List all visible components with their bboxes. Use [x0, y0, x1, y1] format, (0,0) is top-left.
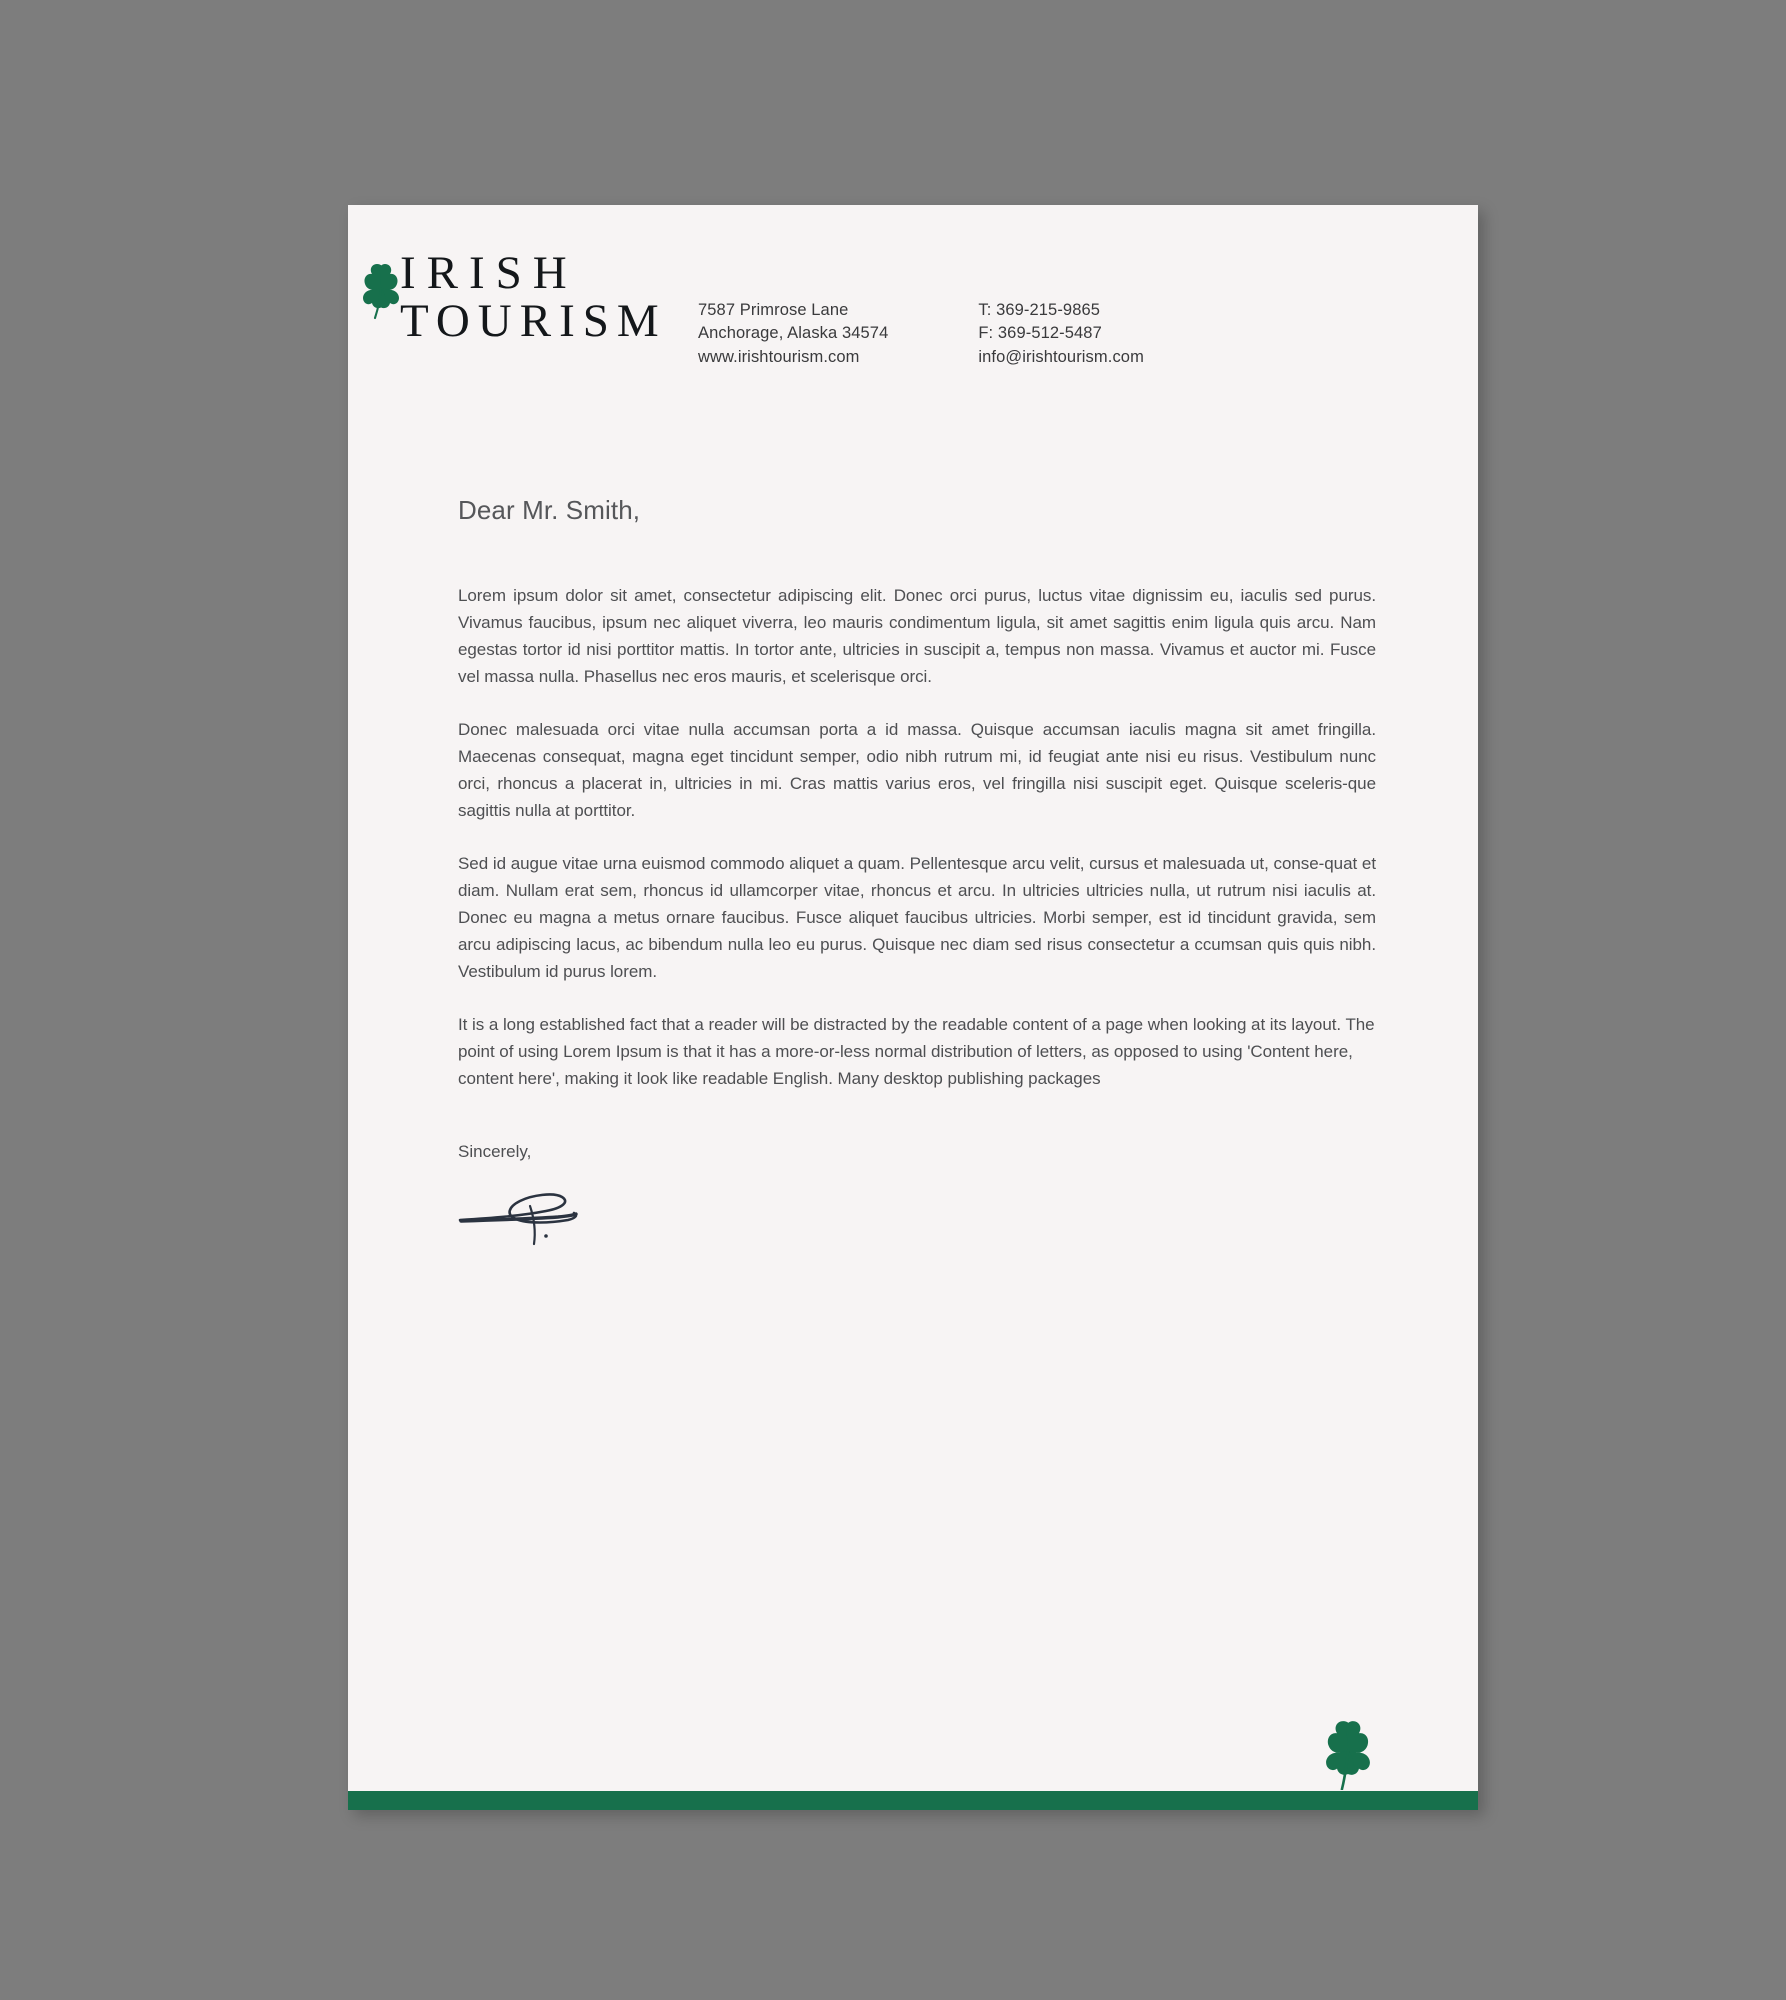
body-paragraph: Sed id augue vitae urna euismod commodo aliquet a quam. Pellentesque arcu velit, cursus et malesuada ut, conse-quat et diam. Nullam erat sem, rhoncus id ullamcorper vitae, rhoncus et arcu. In ultricies ultricies nulla, ut rutrum nisi iaculis at. Donec eu magna a metus ornare faucibus. Fusce aliquet faucibus ultricies. Morbi semper, est id tincidunt gravida, sem arcu adipiscing lacus, ac bibendum nulla leo eu purus. Quisque nec diam sed risus consectetur a ccumsan quis quis nibh. Vestibulum id purus lorem.	[458, 854, 1376, 982]
address-street: 7587 Primrose Lane	[698, 301, 849, 319]
signature-image	[458, 1184, 628, 1246]
shamrock-icon	[1320, 1718, 1376, 1790]
brand-name-line-2: TOURISM	[400, 294, 667, 347]
brand-name-line-1: IRISH	[400, 247, 578, 299]
address-city-state-zip: Anchorage, Alaska 34574	[698, 324, 889, 343]
body-paragraph: It is a long established fact that a reader will be distracted by the readable content of a page when looking at its layout. The point of using Lorem Ipsum is that it has a more-or-less normal distribution of letters, as opposed to using 'Content here, content here', making it look like readable English. Many desktop publishing packages	[458, 1015, 1375, 1089]
fax-number: F: 369-512-5487	[978, 324, 1102, 343]
website-link[interactable]: www.irishtourism.com	[698, 347, 860, 366]
letterhead-page	[348, 205, 1478, 1810]
letter-body	[458, 495, 1376, 1246]
email-link[interactable]: info@irishtourism.com	[978, 347, 1144, 366]
address-column	[698, 299, 888, 369]
shamrock-icon	[358, 262, 404, 320]
salutation: Dear Mr. Smith,	[458, 495, 641, 525]
brand-wordmark	[400, 247, 667, 347]
closing-line: Sincerely,	[458, 1142, 532, 1162]
body-paragraph: Donec malesuada orci vitae nulla accumsan porta a id massa. Quisque accumsan iaculis magna sit amet fringilla. Maecenas consequat, magna eget tincidunt semper, odio nibh rutrum mi, id feugiat ante nisi eu risus. Vestibulum nunc orci, rhoncus a placerat in, ultricies in mi. Cras mattis varius eros, vel fringilla nisi suscipit eget. Quisque sceleris-que sagittis nulla at porttitor.	[458, 720, 1376, 821]
footer-accent-bar	[348, 1791, 1478, 1810]
reach-column	[978, 299, 1144, 369]
letterhead-header	[348, 205, 1478, 405]
phone-number: T: 369-215-9865	[978, 301, 1101, 319]
body-paragraph: Lorem ipsum dolor sit amet, consectetur adipiscing elit. Donec orci purus, luctus vitae dignissim eu, iaculis sed purus. Vivamus faucibus, ipsum nec aliquet viverra, leo mauris condimentum ligula, sit amet sagittis enim ligula quis arcu. Nam egestas tortor id nisi porttitor mattis. In tortor ante, ultricies in suscipit a, tempus non massa. Vivamus et auctor mi. Fusce vel massa nulla. Phasellus nec eros mauris, et scelerisque orci.	[458, 586, 1376, 687]
contact-block	[698, 299, 1144, 369]
